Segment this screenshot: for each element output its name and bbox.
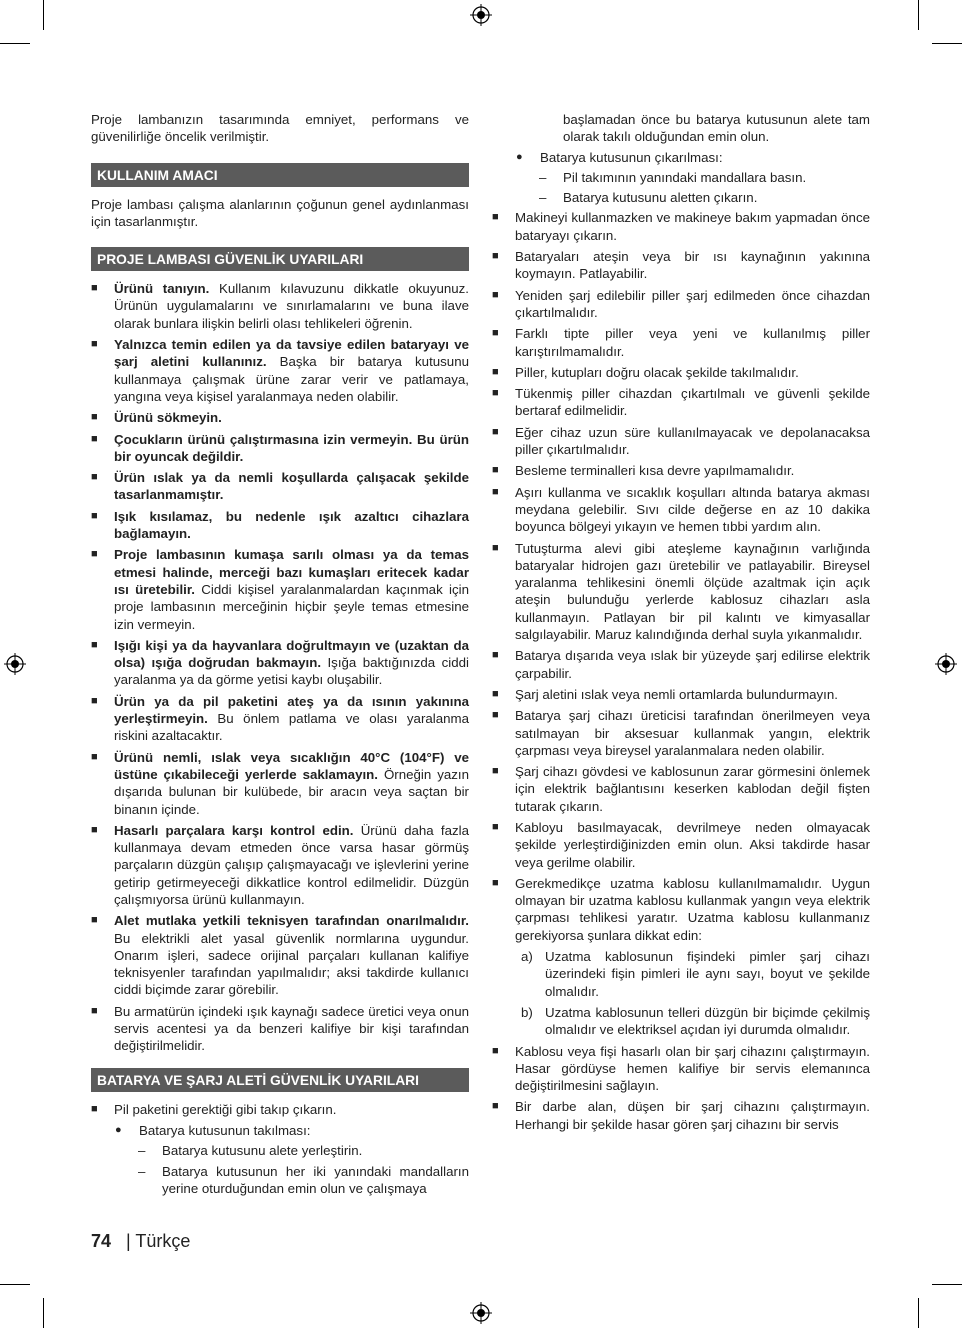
list-item xyxy=(492,763,870,815)
item-bold-text: Işığı kişi ya da hayvanlara doğrultmayın ve (uzaktan da olsa) ışığa doğrudan bakmayın. xyxy=(114,637,469,671)
item-bold-text: Ürün ya da pil paketini ateş ya da ısının yakınına yerleştirmeyin. xyxy=(114,693,469,727)
dash-item: – Batarya kutusunu alete yerleştirin. xyxy=(138,1143,363,1159)
list-item xyxy=(492,424,870,459)
page-footer xyxy=(91,1231,190,1252)
square-bullet-icon: ■ xyxy=(91,471,98,484)
item-bold-text: Alet mutlaka yetkili teknisyen tarafından onarılmalıdır. xyxy=(114,913,469,929)
list-item xyxy=(492,1098,870,1133)
section-header-battery: BATARYA VE ŞARJ ALETİ GÜVENLİK UYARILARI xyxy=(91,1068,469,1092)
square-bullet-icon: ■ xyxy=(91,694,98,707)
list-item xyxy=(91,822,469,908)
item-bold-text: Işık kısılamaz, bu nedenle ışık azaltıcı cihazlara bağlamayın. xyxy=(114,508,469,542)
square-bullet-icon: ■ xyxy=(492,327,499,340)
registration-mark-icon xyxy=(470,1302,492,1324)
square-bullet-icon: ■ xyxy=(91,823,98,836)
list-item xyxy=(492,875,870,944)
crop-mark xyxy=(932,43,962,44)
item-bold-text: Ürün ıslak ya da nemli koşullarda çalışacak şekilde tasarlanmamıştır. xyxy=(114,470,469,503)
item-text: Ürünü daha fazla kullanmaya devam etmeden önce varsa hasar görmüş parçaların düzgün çalışıp çalışmayacağı ve işlevlerini yerine getirip getirmeyeceği dikkatlice kontrol edilmelidir. Düzgün çalışmıyorsa ürünü kullanmayın. xyxy=(114,822,469,907)
extension-cable-list xyxy=(492,948,870,1038)
dash-item: – Batarya kutusunun her iki yanındaki mandalların yerine oturduğundan emin olun ve çalışmaya xyxy=(138,1163,469,1196)
section-header-safety: PROJE LAMBASI GÜVENLİK UYARILARI xyxy=(91,247,469,271)
square-bullet-icon: ■ xyxy=(492,1100,499,1113)
battery-warning-list xyxy=(492,209,870,944)
list-item xyxy=(91,336,469,405)
lettered-item xyxy=(492,948,870,1000)
square-bullet-icon: ■ xyxy=(91,750,98,763)
crop-mark xyxy=(0,1284,30,1285)
item-text: Başka bir batarya kutusunu kullanmaya çalışmak ürüne zarar verir ve patlamaya, yangına veya kişisel yaralanmaya neden olabilir. xyxy=(114,354,469,404)
safety-list xyxy=(91,280,469,1054)
square-bullet-icon: ■ xyxy=(91,548,98,561)
item-text: Eğer cihaz uzun süre kullanılmayacak ve depolanacaksa piller çıkartılmalıdır. xyxy=(515,424,870,458)
list-item xyxy=(492,1043,870,1095)
intro-paragraph: Proje lambanızın tasarımında emniyet, performans ve güvenilirliğe öncelik verilmiştir. xyxy=(91,112,469,145)
item-text: Bu önlem patlama ve olası yaralanma riskini azaltacaktır. xyxy=(114,711,469,744)
item-bold-text: Çocukların ürünü çalıştırmasına izin vermeyin. Bu ürün bir oyuncak değildir. xyxy=(114,431,469,464)
item-text: Ciddi kişisel yaralanmalardan kaçınmak için proje lambasının merceğinin hiçbir şeyle temas etmesine izin vermeyin. xyxy=(114,581,469,632)
item-text: Bu armatürün içindeki ışık kaynağı sadece üretici veya onun servis acentesi ya da benzeri kalifiye bir kişi tarafından değiştirilmelidir. xyxy=(114,1003,469,1054)
item-text: Batarya dışarıda veya ıslak bir yüzeyde şarj edilirse elektrik çarpabilir. xyxy=(515,648,870,681)
item-text: Gerekmedikçe uzatma kablosu kullanılmamalıdır. Uygun olmayan bir uzatma kablosu kullanmak yangın veya elektrik çarpması tehlikesi yaratır. Uzatma kablosu kullanmanız gerekiyorsa şunlara dikkat edin: xyxy=(515,875,870,943)
dash-item-continued: başlamadan önce bu batarya kutusunun alete tam olarak takılı olduğundan emin olun. xyxy=(563,112,870,145)
square-bullet-icon: ■ xyxy=(492,765,499,778)
right-column xyxy=(492,111,870,1137)
square-bullet-icon: ■ xyxy=(91,1004,98,1017)
item-text: Uzatma kablosunun fişindeki pimler şarj cihazı üzerindeki fişin pimleri ile aynı sayı, boyut ve şekilde olmalıdır. xyxy=(545,949,870,999)
list-item xyxy=(492,484,870,536)
item-bold-text: Ürünü nemli, ıslak veya sıcaklığın 40°C (104°F) ve üstüne çıkabileceği yerlerde saklamayın. xyxy=(114,749,469,782)
square-bullet-icon: ■ xyxy=(492,876,499,889)
crop-mark xyxy=(0,43,30,44)
dash-bullet-icon: – xyxy=(138,1163,146,1179)
list-item xyxy=(492,364,870,381)
square-bullet-icon: ■ xyxy=(492,649,499,662)
square-bullet-icon: ■ xyxy=(492,288,499,301)
square-bullet-icon: ■ xyxy=(492,687,499,700)
list-item xyxy=(492,287,870,322)
item-text: Yeniden şarj edilebilir piller şarj edilmeden önce cihazdan çıkartılmalıdır. xyxy=(515,287,870,320)
item-text: Şarj aletini ıslak veya nemli ortamlarda bulundurmayın. xyxy=(515,686,838,702)
square-bullet-icon: ■ xyxy=(91,432,98,445)
list-item: ■ Pil paketini gerektiği gibi takıp çıkarın. xyxy=(91,1101,337,1117)
square-bullet-icon: ■ xyxy=(91,282,98,295)
item-text: Şarj cihazı gövdesi ve kablosunun zarar görmesini önlemek için elektrik bağlantısını keserken kablodan değil fişten tutarak çıkarın. xyxy=(515,764,870,814)
list-item xyxy=(492,540,870,644)
item-text: Bir darbe alan, düşen bir şarj cihazını çalıştırmayın. Herhangi bir şekilde hasar gören şarj cihazını bir servis xyxy=(515,1099,870,1132)
list-item xyxy=(492,819,870,871)
sub-item: ● Batarya kutusunun takılması: xyxy=(115,1122,311,1138)
item-text: Uzatma kablosunun telleri düzgün bir biçimde çekilmiş olmalıdır ve elektriksel açıdan iyi durumda olmalıdır. xyxy=(545,1004,870,1038)
crop-mark xyxy=(918,1298,919,1328)
list-item xyxy=(91,280,469,332)
list-item xyxy=(492,248,870,283)
square-bullet-icon: ■ xyxy=(492,820,499,833)
item-text: Batarya şarj cihazı üreticisi tarafından önerilmeyen veya satılmayan bir aksesuar kullanmak yangın, elektrik çarpması veya bireysel yaralanmalara neden olabilir. xyxy=(515,708,870,758)
crop-mark xyxy=(43,1298,44,1328)
list-item xyxy=(91,431,469,466)
item-text: Kullanım kılavuzunu dikkatle okuyunuz. Ürünün uygulamalarını ve sınırlamalarını ve buna ilave olarak bunlara ilişkin belirli olası tehlikeleri öğrenin. xyxy=(114,281,470,331)
page-number: 74 xyxy=(91,1231,112,1251)
square-bullet-icon: ■ xyxy=(91,411,98,424)
sub-item: ● Batarya kutusunun çıkarılması: xyxy=(516,149,723,165)
item-letter: b) xyxy=(521,1004,533,1020)
item-text: Farklı tipte piller veya yeni ve kullanılmış piller karıştırılmamalıdır. xyxy=(515,326,870,359)
registration-mark-icon xyxy=(470,4,492,26)
square-bullet-icon: ■ xyxy=(492,464,499,477)
item-text: Aşırı kullanma ve sıcaklık koşulları altında batarya akması meydana gelebilir. Sıvı cilde değerse en az 10 dakika boyunca bölgeyi yıkayın ve hemen tıbbi yardım alın. xyxy=(515,484,870,535)
item-letter: a) xyxy=(521,949,533,965)
dash-bullet-icon: – xyxy=(539,169,547,185)
square-bullet-icon: ■ xyxy=(91,914,98,927)
item-text: Makineyi kullanmazken ve makineye bakım yapmadan önce bataryayı çıkarın. xyxy=(515,210,870,243)
square-bullet-icon: ■ xyxy=(492,365,499,378)
language-label: | Türkçe xyxy=(126,1231,191,1251)
battery-warning-list-tail xyxy=(492,1043,870,1133)
dot-bullet-icon: ● xyxy=(516,150,523,163)
section-header-usage: KULLANIM AMACI xyxy=(91,163,469,187)
item-text: Bataryaları ateşin veya bir ısı kaynağının yakınına koymayın. Patlayabilir. xyxy=(515,249,870,282)
item-text: Örneğin yazın dışarıda bulunan bir kulübede, bir aracın veya saçtan bir binanın içinde. xyxy=(114,766,469,817)
list-item xyxy=(492,647,870,682)
item-text: Besleme terminalleri kısa devre yapılmamalıdır. xyxy=(515,463,795,479)
item-text: Tutuşturma alevi gibi ateşleme kaynağının varlığında bataryalar hidrojen gazı üretebilir ve patlayabilir. Bireysel yaralanma tehlikesini önemli ölçüde azaltmak için açık ateşin bulunduğu yerlerde kablosuz cihazları asla kullanmayın. Patlayan bir pil kalıntı ve kimyasallar salgılayabilir. Maruz kalındığında derhal suyla yıkanmalıdır. xyxy=(515,540,870,643)
registration-mark-icon xyxy=(4,653,26,675)
item-text: Bu elektrikli alet yasal güvenlik normlarına uygundur. Onarım işleri, sadece orijinal parçaları kullanan kalifiye teknisyenler tarafından yapılmalıdır; aksi takdirde kullanıcı ciddi biçimde zarar görebilir. xyxy=(114,930,469,998)
list-item xyxy=(492,707,870,759)
crop-mark xyxy=(932,1284,962,1285)
square-bullet-icon: ■ xyxy=(91,338,98,351)
item-text: Kabloyu basılmayacak, devrilmeye neden olmayacak şekilde yerleştirdiğinizden emin olun. Aksi takdirde hasar veya gerilme olabilir. xyxy=(515,819,870,870)
list-item xyxy=(91,409,469,426)
square-bullet-icon: ■ xyxy=(91,509,98,522)
dash-bullet-icon: – xyxy=(138,1143,146,1159)
list-item xyxy=(492,325,870,360)
square-bullet-icon: ■ xyxy=(492,425,499,438)
square-bullet-icon: ■ xyxy=(91,638,98,651)
left-column xyxy=(91,111,469,1200)
item-bold-text: Ürünü sökmeyin. xyxy=(114,410,222,426)
square-bullet-icon: ■ xyxy=(492,250,499,263)
list-item xyxy=(492,209,870,244)
list-item xyxy=(91,546,469,632)
square-bullet-icon: ■ xyxy=(492,211,499,224)
list-item xyxy=(91,749,469,818)
square-bullet-icon: ■ xyxy=(492,541,499,554)
registration-mark-icon xyxy=(935,653,957,675)
list-item xyxy=(91,912,469,998)
item-text: Piller, kutupları doğru olacak şekilde takılmalıdır. xyxy=(515,364,799,380)
item-bold-text: Ürünü tanıyın. xyxy=(114,281,210,297)
square-bullet-icon: ■ xyxy=(492,485,499,498)
list-item xyxy=(91,508,469,543)
usage-paragraph: Proje lambası çalışma alanlarının çoğunun genel aydınlanması için tasarlanmıştır. xyxy=(91,196,469,229)
list-item xyxy=(91,693,469,745)
item-bold-text: Hasarlı parçalara karşı kontrol edin. xyxy=(114,822,354,838)
square-bullet-icon: ■ xyxy=(492,387,499,400)
item-bold-text: Proje lambasının kumaşa sarılı olması ya da temas etmesi halinde, merceği bazı kumaşları eritecek kadar ısı üretebilir. xyxy=(114,547,469,597)
dot-bullet-icon: ● xyxy=(115,1123,122,1136)
square-bullet-icon: ■ xyxy=(91,1102,98,1115)
crop-mark xyxy=(43,0,44,30)
list-item xyxy=(91,1003,469,1055)
list-item xyxy=(492,686,870,703)
dash-bullet-icon: – xyxy=(539,190,547,206)
item-text: Kablosu veya fişi hasarlı olan bir şarj cihazını çalıştırmayın. Hasar gördüyse hemen kalifiye bir servis elemanınca değiştirilmesini sağlayın. xyxy=(515,1043,870,1094)
list-item xyxy=(91,469,469,504)
list-item xyxy=(492,462,870,479)
item-text: Işığa baktığınızda ciddi yaralanma ya da görme yetisi kaybı oluşabilir. xyxy=(114,655,469,688)
item-bold-text: Yalnızca temin edilen ya da tavsiye edilen bataryayı ve şarj aletini kullanınız. xyxy=(114,337,469,370)
list-item xyxy=(91,637,469,689)
dash-item: – Batarya kutusunu aletten çıkarın. xyxy=(539,190,758,206)
list-item xyxy=(492,385,870,420)
item-text: Tükenmiş piller cihazdan çıkartılmalı ve güvenli şekilde bertaraf edilmelidir. xyxy=(515,386,870,419)
square-bullet-icon: ■ xyxy=(492,1044,499,1057)
lettered-item xyxy=(492,1004,870,1039)
square-bullet-icon: ■ xyxy=(492,709,499,722)
crop-mark xyxy=(918,0,919,30)
dash-item: – Pil takımının yanındaki mandallara basın. xyxy=(539,169,807,185)
